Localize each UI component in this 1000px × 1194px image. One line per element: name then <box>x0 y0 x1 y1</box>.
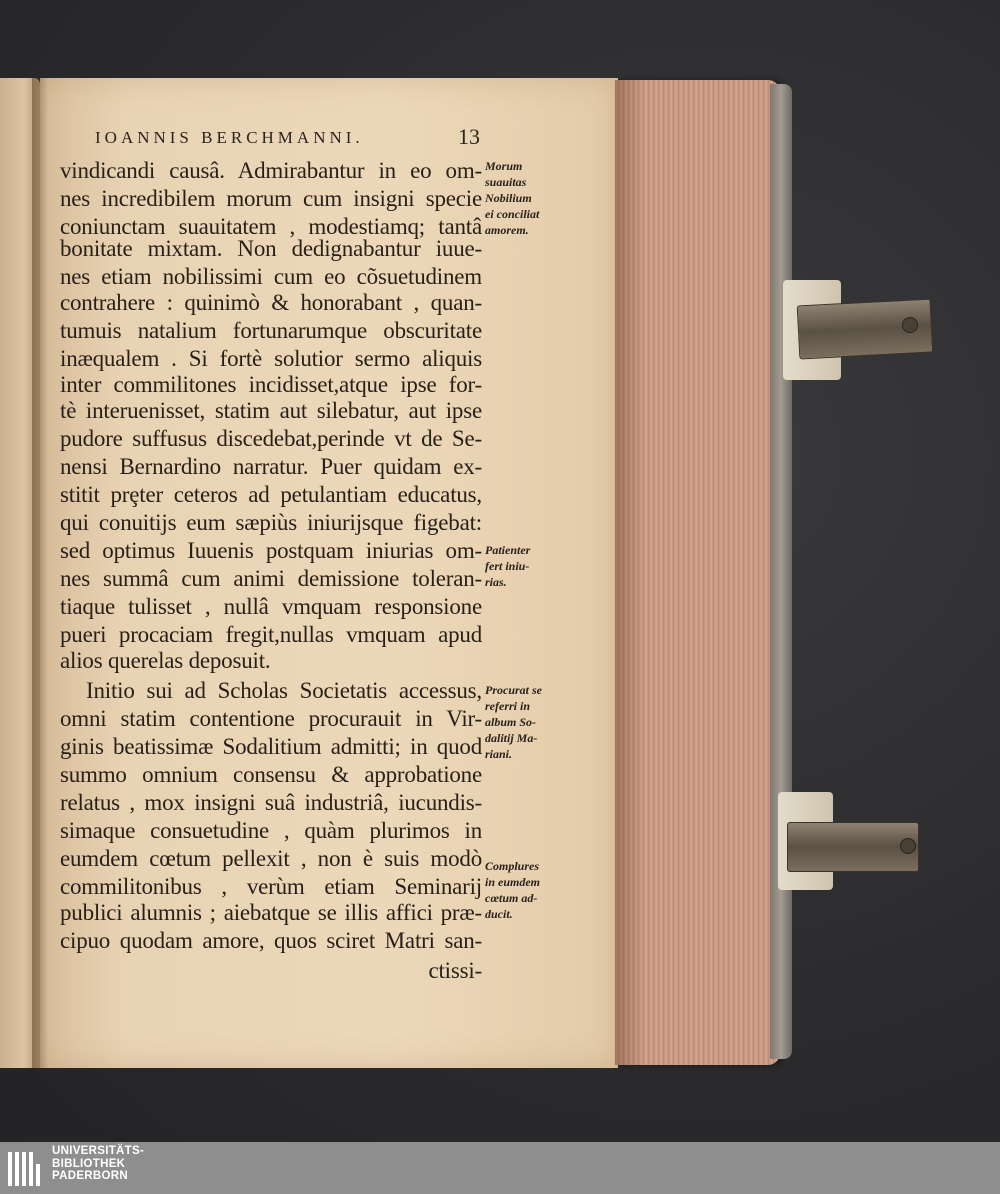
text-line: inter commilitones incidisset,atque ipse for- <box>60 372 482 397</box>
text-line: contrahere : quinimò & honorabant , quan- <box>60 290 482 315</box>
library-logo-icon <box>6 1146 46 1190</box>
marginal-note-complures: Complures in eumdem cœtum ad- ducit. <box>485 859 541 921</box>
text-line: simaque consuetudine , quàm plurimos in <box>60 818 482 843</box>
page-edge-shadow <box>615 80 645 1065</box>
text-line: bonitate mixtam. Non dedignabantur iuue- <box>60 236 482 261</box>
text-line: vindicandi causâ. Admirabantur in eo om- <box>60 158 482 183</box>
text-line: pueri procaciam fregit,nullas vmquam apud <box>60 622 482 647</box>
text-line: summo omnium consensu & approbatione <box>60 762 482 787</box>
marginal-note-procurat: Procurat se referri in album So- dalitij Ma- riani. <box>485 683 542 761</box>
text-line: tè interuenisset, statim aut silebatur, aut ipse <box>60 398 482 423</box>
library-logo-text: UNIVERSITÄTS- BIBLIOTHEK PADERBORN <box>52 1145 145 1182</box>
footer-bar <box>0 1142 1000 1194</box>
marginal-note-patienter: Patienter fert iniu- rias. <box>485 543 531 589</box>
text-line: Initio sui ad Scholas Societatis accessus, <box>86 678 482 703</box>
text-line: cipuo quodam amore, quos sciret Matri san- <box>60 928 482 953</box>
text-line: publici alumnis ; aiebatque se illis affici præ- <box>60 900 482 925</box>
page-number: 13 <box>458 124 480 149</box>
text-line: omni statim contentione procurauit in Vir- <box>60 706 482 731</box>
marginal-note-morum: Morum suauitas Nobilium ei conciliat amorem. <box>485 159 540 237</box>
catchword: ctissi- <box>428 958 482 983</box>
text-line: relatus , mox insigni suâ industriâ, iucundis- <box>60 790 482 815</box>
text-line: stitit prȩter ceteros ad petulantiam educatus, <box>60 482 482 507</box>
text-line: nensi Bernardino narratur. Puer quidam ex- <box>60 454 482 479</box>
spine-shadow <box>32 78 48 1068</box>
text-line: commilitonibus , verùm etiam Seminarij <box>60 874 482 899</box>
text-line: tiaque tulisset , nullâ vmquam responsione <box>60 594 482 619</box>
text-line: tumuis natalium fortunarumque obscuritate <box>60 318 482 343</box>
text-line: nes incredibilem morum cum insigni specie <box>60 186 482 211</box>
text-line: coniunctam suauitatem , modestiamq; tantâ <box>60 214 482 239</box>
running-head: IOANNIS BERCHMANNI. <box>95 128 364 147</box>
text-line: pudore suffusus discedebat,perinde vt de Se- <box>60 426 482 451</box>
text-line: ginis beatissimæ Sodalitium admitti; in quod <box>60 734 482 759</box>
book-cover-back <box>770 84 792 1059</box>
text-line: nes summâ cum animi demissione toleran- <box>60 566 482 591</box>
text-line: qui conuitijs eum sæpiùs iniurijsque figebat: <box>60 510 482 535</box>
text-line: sed optimus Iuuenis postquam iniurias om- <box>60 538 482 563</box>
text-line: alios querelas deposuit. <box>60 648 271 673</box>
text-line: nes etiam nobilissimi cum eo cõsuetudinem <box>60 264 482 289</box>
text-line: inæqualem . Si fortè solutior sermo aliquis <box>60 346 482 371</box>
text-line: eumdem cœtum pellexit , non è suis modò <box>60 846 482 871</box>
